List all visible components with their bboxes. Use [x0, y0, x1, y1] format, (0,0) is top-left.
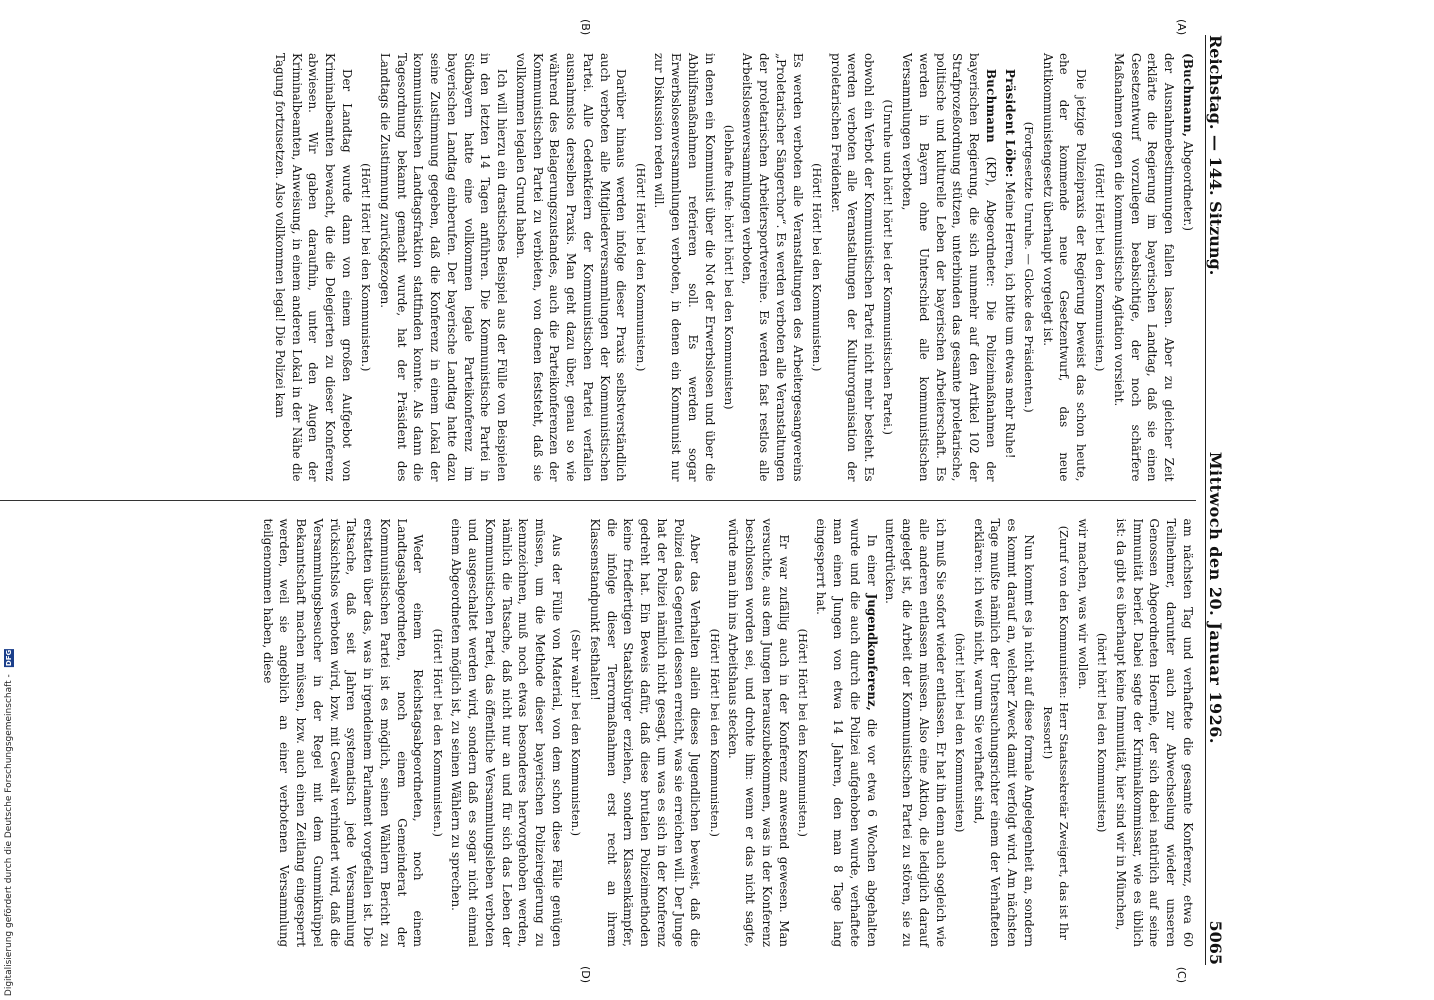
interjection: (Hört! Hört! bei den Kommunisten.) [633, 163, 648, 372]
digitization-note [2, 586, 16, 996]
paragraph: Er war zufällig auch in der Konferenz anwesend gewesen. Man versuchte, aus dem Jungen herauszubekommen, was in der Konferenz beschlossen worden sei, und drohte ihm: wenn er das nicht sagte, würde man ihn ins Arbeitshaus stecken. [726, 518, 791, 947]
interjection: (Hört! Hört! bei den Kommunisten.) [359, 163, 374, 372]
right-column [0, 501, 1196, 966]
margin-mark-c: (C) [1175, 966, 1188, 983]
rotated-document-page [0, 19, 1232, 983]
paragraph: obwohl ein Verbot der Kommunistischen Partei nicht mehr besteht. Es werden verboten alle Veranstaltungen der Kulturorganisation der proletarischen Freidenker. [828, 53, 877, 482]
interjection: (Hört! Hört! bei den Kommunisten.) [795, 628, 810, 837]
interjection: (Fortgesetzte Unruhe. — Glocke des Präsidenten.) [1021, 121, 1036, 413]
interjection: (Hört! Hört! bei den Kommunisten.) [430, 628, 445, 837]
paragraph: Aus der Fülle von Material, von dem schon diese Fälle genügen müssen, um die Methode dieser bayerischen Polizeiregierung zu kennzeichnen, muß noch etwas besonderes hervorgehoben werden, nämlich die Tatsache, daß nicht nur an und für sich das Leben der Kommunistischen Partei, das öffentliche Versammlungsleben verboten und ausgeschaltet werden wird, sondern daß es sogar nicht einmal einem Abgeordneten möglich ist, zu seinen Wählern zu sprechen. [449, 518, 564, 947]
speech-text: Meine Herren, ich bitte um etwas mehr Ruhe! [1002, 181, 1017, 459]
margin-mark-d: (D) [579, 965, 592, 983]
header-date: Mittwoch den 20. Januar 1926. [1206, 451, 1225, 744]
text-columns [0, 35, 1196, 965]
interjection: (Hört! Hört! bei den Kommunisten.) [809, 163, 824, 372]
paragraph: Die jetzige Polizeipraxis der Regierung beweist das schon heute, ehe der kommende neue Gesetzentwurf, das neue Antikommunistengesetz überhaupt vorgelegt ist. [1040, 53, 1089, 482]
paragraph: Ich will hierzu ein drastisches Beispiel aus der Fülle von Beispielen in den letzten 14 Tagen anführen. Die Kommunistische Partei in Südbayern hatte eine vollkommen legale Parteikonferenz im bayerischen Landtag einberufen. Der bayerische Landtag hatte dazu seine Zustimmung gegeben, daß die Konferenz in einem Lokal der kommunistischen Landtagsfraktion stattfinden konnte. Als dann die Tagesordnung bekannt gemacht wurde, hat der Präsident des Landtags die Zustimmung zurückgezogen. [377, 53, 510, 482]
page-header [1205, 35, 1232, 965]
paragraph: ich muß Sie sofort wieder entlassen. Er hat ihn denn auch sogleich wie alle anderen entlassen müssen. Also eine Aktion, die lediglich darauf angelegt ist, die Arbeit der Kommunistischen Partei zu stören, sie zu unterdrücken. [883, 518, 948, 947]
speaker-role: Abgeordneter.) [1181, 141, 1195, 231]
paragraph: Aber das Verhalten allein dieses Jugendlichen beweist, daß die Polizei das Gegenteil dessen erreicht, was sie erreichen will. Der Junge hat der Polizei nämlich nicht gesagt, um was es sich in der Konferenz gedreht hat. Ein Beweis dafür, daß diese brutalen Polizeimethoden keine friedfertigen Staatsbürger erziehen, sondern Klassenkämpfer, die infolge dieser Terrormaßnahmen erst recht an ihrem Klassenstandpunkt festhalten! [587, 518, 703, 947]
paragraph: Weder einem Reichstagsabgeordneten, noch einem Landtagsabgeordneten, noch einem Gemeinderat der Kommunistischen Partei ist es möglich, seinen Wählern Bericht zu erstatten über das, was in irgendeinem Parlament vorgefallen ist. Die Tatsache, daß seit Jahren systematisch jede Versammlung rücksichtslos verboten wird, bzw. mit Gewalt verhindert wird, daß die Versammlungsbesucher in der Regel mit dem Gummiknüppel Bekanntschaft machen müssen, bzw. auch einen Zeitlang eingesperrt werden, weil sie angeblich an einer verbotenen Versammlung teilgenommen haben, diese [260, 518, 426, 947]
paragraph: der Ausnahmebestimmungen fallen lassen. Aber zu gleicher Zeit erklärte die Regierung im bayerischen Landtag, daß sie einen Gesetzentwurf vorzulegen beabsichtige, der noch schärfere Maßnahmen gegen die kommunistische Agitation vorsieht. [1112, 53, 1177, 482]
paragraph [813, 519, 880, 948]
text-fragment: die vor etwa 6 Wochen abgehalten wurde und die auch durch die Polizei aufgehoben wurde, verhaftete man einen Jungen von etwa 14 Jahren, den man 8 Tage lang eingesperrt hat. [814, 518, 879, 948]
margin-mark-b: (B) [579, 19, 592, 36]
interjection: (hört! hört! bei den Kommunisten) [952, 633, 967, 833]
speaker-name: (Buchmann, [1181, 53, 1195, 138]
interjection: (Zuruf von den Kommunisten: Herr Staatssekretär Zweigert, das ist Ihr Ressort!) [1041, 525, 1072, 940]
paragraph [898, 53, 999, 482]
speaker-name: Präsident Löbe: [1002, 69, 1017, 178]
note-text: Digitalisierung gefördert durch die Deutsche Forschungsgemeinschaft - [4, 674, 14, 996]
paragraph: Es werden verboten alle Veranstaltungen des Arbeitergesangvereins „Proletarischer Sängerchor“. Es werden verboten alle Veranstaltungen der proletarischen Arbeitersportvereine. Es werden fast restlos alle Arbeitslosenversammlungen verboten, [740, 53, 805, 482]
header-left: Reichstag. — 144. Sitzung. [1206, 35, 1225, 276]
paragraph: in denen ein Kommunist über die Not der Erwerbslosen und über die Abhilfsmaßnahmen referieren soll. Es werden sogar Erwerbslosenversammlungen verboten, in denen ein Kommunist nur zur Diskussion reden will. [652, 53, 717, 482]
interjection: (lebhafte Rufe: hört! hört! bei den Kommunisten) [721, 124, 736, 410]
left-column [0, 35, 1196, 500]
margin-mark-a: (A) [1175, 19, 1188, 36]
paragraph [1001, 53, 1018, 482]
speech-text: (KP), Abgeordneter: Die Polizeimaßnahmen der bayerischen Regierung, die sich nunmehr auf den Artikel 102 der Strafprozeßordnung stützen, unterbinden das gesamte proletarische, politische und kulturelle Leben der bayerischen Arbeiterschaft. Es werden in Bayern ohne Unterschied alle kommunistischen Versammlungen verboten, [900, 53, 998, 482]
paragraph: am nächsten Tag und verhaftete die gesamte Konferenz, etwa 60 Teilnehmer, darunter auch zur Abwechselung wieder unseren Genossen Abgeordneten Hoernle, der sich dabei natürlich auf seine Immunität berief. Dabei sagte der Kriminalkommissar, wie es üblich ist: da gibt es überhaupt keine Immunität, hier sind wir in München, [1114, 518, 1195, 947]
interjection: (Unruhe und hört! hört! bei der Kommunistischen Partei.) [881, 99, 896, 435]
interjection: (Sehr wahr! bei den Kommunisten.) [569, 629, 584, 837]
paragraph: Nun kommt es ja nicht auf diese formale Angelegenheit an, sondern es kommt darauf an, welcher Zweck damit verfolgt wird. Am nächsten Tage mußte nämlich der Untersuchungsrichter einem der Verhafteten erklären: ich weiß nicht, warum Sie verhaftet sind, [971, 518, 1036, 947]
digitization-note-text [4, 649, 14, 996]
dfg-logo: DFG [5, 649, 13, 667]
paragraph: wir machen, was wir wollen. [1076, 518, 1091, 690]
paragraph: Darüber hinaus werden infolge dieser Praxis selbstverständlich auch verboten alle Mitgliederversammlungen der Kommunistischen Partei. Alle Gedenkfeiern der Kommunistischen Partei verfallen ausnahmslos derselben Praxis. Man geht dazu über, genau so wie während des Belagerungszustandes, auch die Parteikonferenzen der Kommunistischen Partei zu verbieten, von denen feststeht, daß sie vollkommen legalen Grund haben. [513, 53, 629, 482]
paragraph [1179, 53, 1196, 482]
interjection: (Hört! Hört! bei den Kommunisten.) [1093, 163, 1108, 372]
paragraph: Der Landtag wurde dann von einem großen Aufgebot von Kriminalbeamten bewacht, die die Delegierten zu dieser Konferenz abwiesen. Wir gaben daraufhin, unter den Augen der Kriminalbeamten, Anweisung, in einem anderen Lokal in der Nähe die Tagung fortzusetzen. Also vollkommen legal! Die Polizei kam [272, 53, 354, 482]
emphasized-term: Jugendkonferenz, [864, 593, 879, 711]
page-number: 5065 [1206, 920, 1225, 965]
text-fragment: In einer [864, 534, 879, 594]
interjection: (hört! hört! bei den Kommunisten) [1095, 633, 1110, 833]
speaker-name: Buchmann [983, 69, 998, 143]
interjection: (Hört! Hört! bei den Kommunisten.) [707, 628, 722, 837]
